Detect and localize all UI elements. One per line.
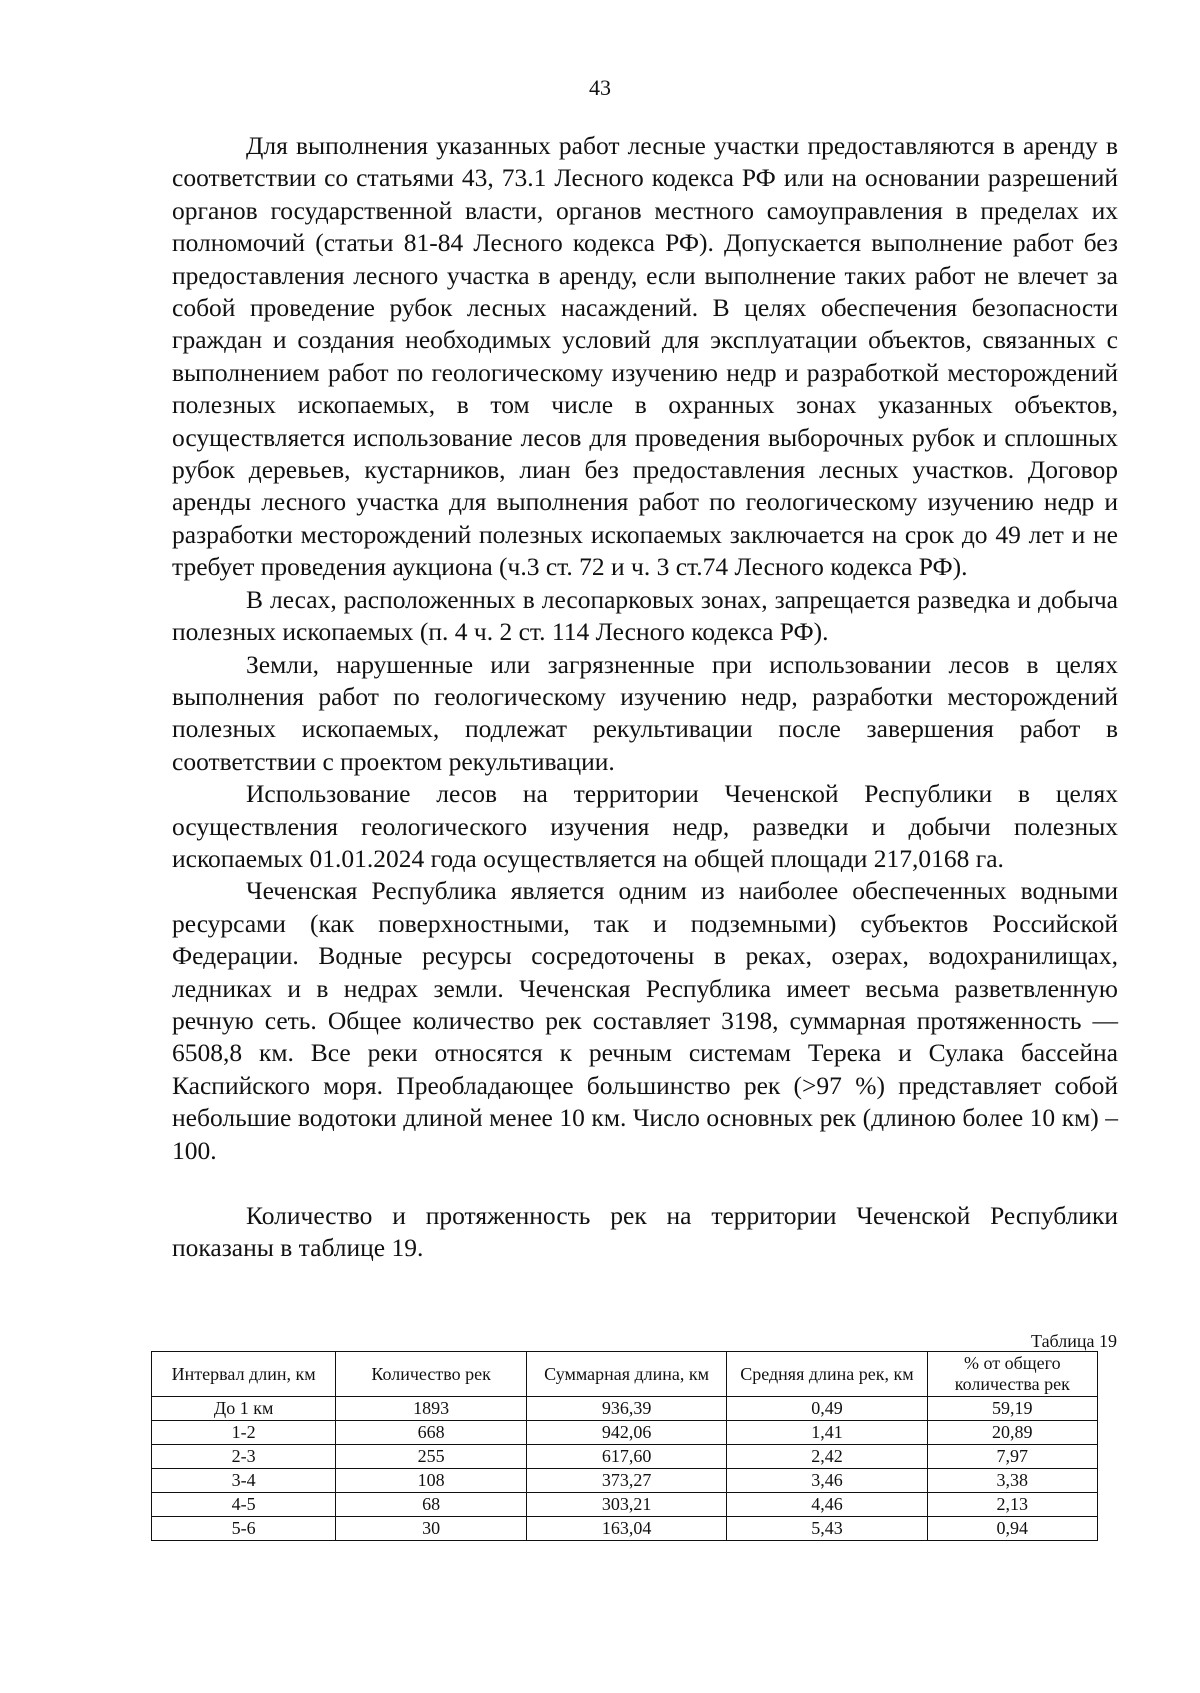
table-cell: 3,46 xyxy=(727,1469,927,1493)
table-caption: Количество и протяженность рек на территории Чеченской Республики показаны в таблице 19. xyxy=(172,1201,1118,1263)
table-row xyxy=(152,1421,1098,1445)
table-cell: 5-6 xyxy=(152,1517,336,1541)
table-header-row xyxy=(152,1352,1098,1397)
table-cell: 108 xyxy=(336,1469,527,1493)
table-row xyxy=(152,1493,1098,1517)
table-cell: 7,97 xyxy=(927,1445,1097,1469)
paragraph: Земли, нарушенные или загрязненные при использовании лесов в целях выполнения работ по геологическому изучению недр, разработки месторождений полезных ископаемых, подлежат рекультивации после завершения работ в соответствии с проектом рекультивации. xyxy=(172,649,1118,776)
table-cell: 1893 xyxy=(336,1397,527,1421)
table-cell: 3-4 xyxy=(152,1469,336,1493)
table-row xyxy=(152,1397,1098,1421)
table-cell: 20,89 xyxy=(927,1421,1097,1445)
table-cell: До 1 км xyxy=(152,1397,336,1421)
table-cell: 30 xyxy=(336,1517,527,1541)
table-cell: 4-5 xyxy=(152,1493,336,1517)
table-label: Таблица 19 xyxy=(1031,1331,1117,1351)
table-cell: 373,27 xyxy=(526,1469,726,1493)
table-cell: 0,49 xyxy=(727,1397,927,1421)
header-cell: Количество рек xyxy=(336,1352,527,1397)
paragraph: Для выполнения указанных работ лесные участки предоставляются в аренду в соответствии со статьями 43, 73.1 Лесного кодекса РФ или на основании разрешений органов государственной власти, органов местного самоуправления в пределах их полномочий (статьи 81-84 Лесного кодекса РФ). Допускается выполнение работ без предоставления лесного участка в аренду, если выполнение таких работ не влечет за собой проведение рубок лесных насаждений. В целях обеспечения безопасности граждан и создания необходимых условий для эксплуатации объектов, связанных с выполнением работ по геологическому изучению недр и разработкой месторождений полезных ископаемых, в том числе в охранных зонах указанных объектов, осуществляется использование лесов для проведения выборочных рубок и сплошных рубок деревьев, кустарников, лиан без предоставления лесных участков. Договор аренды лесного участка для выполнения работ по геологическому изучению недр и разработки месторождений полезных ископаемых заключается на срок до 49 лет и не требует проведения аукциона (ч.3 ст. 72 и ч. 3 ст.74 Лесного кодекса РФ). xyxy=(172,131,1118,582)
table-cell: 4,46 xyxy=(727,1493,927,1517)
table-cell: 59,19 xyxy=(927,1397,1097,1421)
table-cell: 2,13 xyxy=(927,1493,1097,1517)
table-row xyxy=(152,1445,1098,1469)
table-cell: 942,06 xyxy=(526,1421,726,1445)
header-cell: Суммарная длина, км xyxy=(526,1352,726,1397)
table-cell: 668 xyxy=(336,1421,527,1445)
table-cell: 0,94 xyxy=(927,1517,1097,1541)
table-cell: 68 xyxy=(336,1493,527,1517)
table-cell: 3,38 xyxy=(927,1469,1097,1493)
table-cell: 5,43 xyxy=(727,1517,927,1541)
rivers-table xyxy=(151,1351,1098,1541)
header-cell: Средняя длина рек, км xyxy=(727,1352,927,1397)
table-cell: 2-3 xyxy=(152,1445,336,1469)
paragraph: Чеченская Республика является одним из наиболее обеспеченных водными ресурсами (как поверхностными, так и подземными) субъектов Российской Федерации. Водные ресурсы сосредоточены в реках, озерах, водохранилищах, ледниках и в недрах земли. Чеченская Республика имеет весьма разветвленную речную сеть. Общее количество рек составляет 3198, суммарная протяженность — 6508,8 км. Все реки относятся к речным системам Терека и Сулака бассейна Каспийского моря. Преобладающее большинство рек (>97 %) представляет собой небольшие водотоки длиной менее 10 км. Число основных рек (длиною более 10 км) – 100. xyxy=(172,876,1118,1165)
table-cell: 2,42 xyxy=(727,1445,927,1469)
table-cell: 255 xyxy=(336,1445,527,1469)
paragraph: Использование лесов на территории Чеченской Республики в целях осуществления геологического изучения недр, разведки и добычи полезных ископаемых 01.01.2024 года осуществляется на общей площади 217,0168 га. xyxy=(172,779,1118,873)
header-cell: % от общего количества рек xyxy=(927,1352,1097,1397)
table-cell: 163,04 xyxy=(526,1517,726,1541)
table-cell: 617,60 xyxy=(526,1445,726,1469)
table-row xyxy=(152,1517,1098,1541)
table-row xyxy=(152,1469,1098,1493)
body-text xyxy=(172,130,1118,1265)
page-number: 43 xyxy=(589,75,611,100)
table-cell: 1,41 xyxy=(727,1421,927,1445)
paragraph: В лесах, расположенных в лесопарковых зонах, запрещается разведка и добыча полезных ископаемых (п. 4 ч. 2 ст. 114 Лесного кодекса РФ). xyxy=(172,584,1118,647)
table-cell: 1-2 xyxy=(152,1421,336,1445)
table-cell: 936,39 xyxy=(526,1397,726,1421)
table-cell: 303,21 xyxy=(526,1493,726,1517)
header-cell: Интервал длин, км xyxy=(152,1352,336,1397)
